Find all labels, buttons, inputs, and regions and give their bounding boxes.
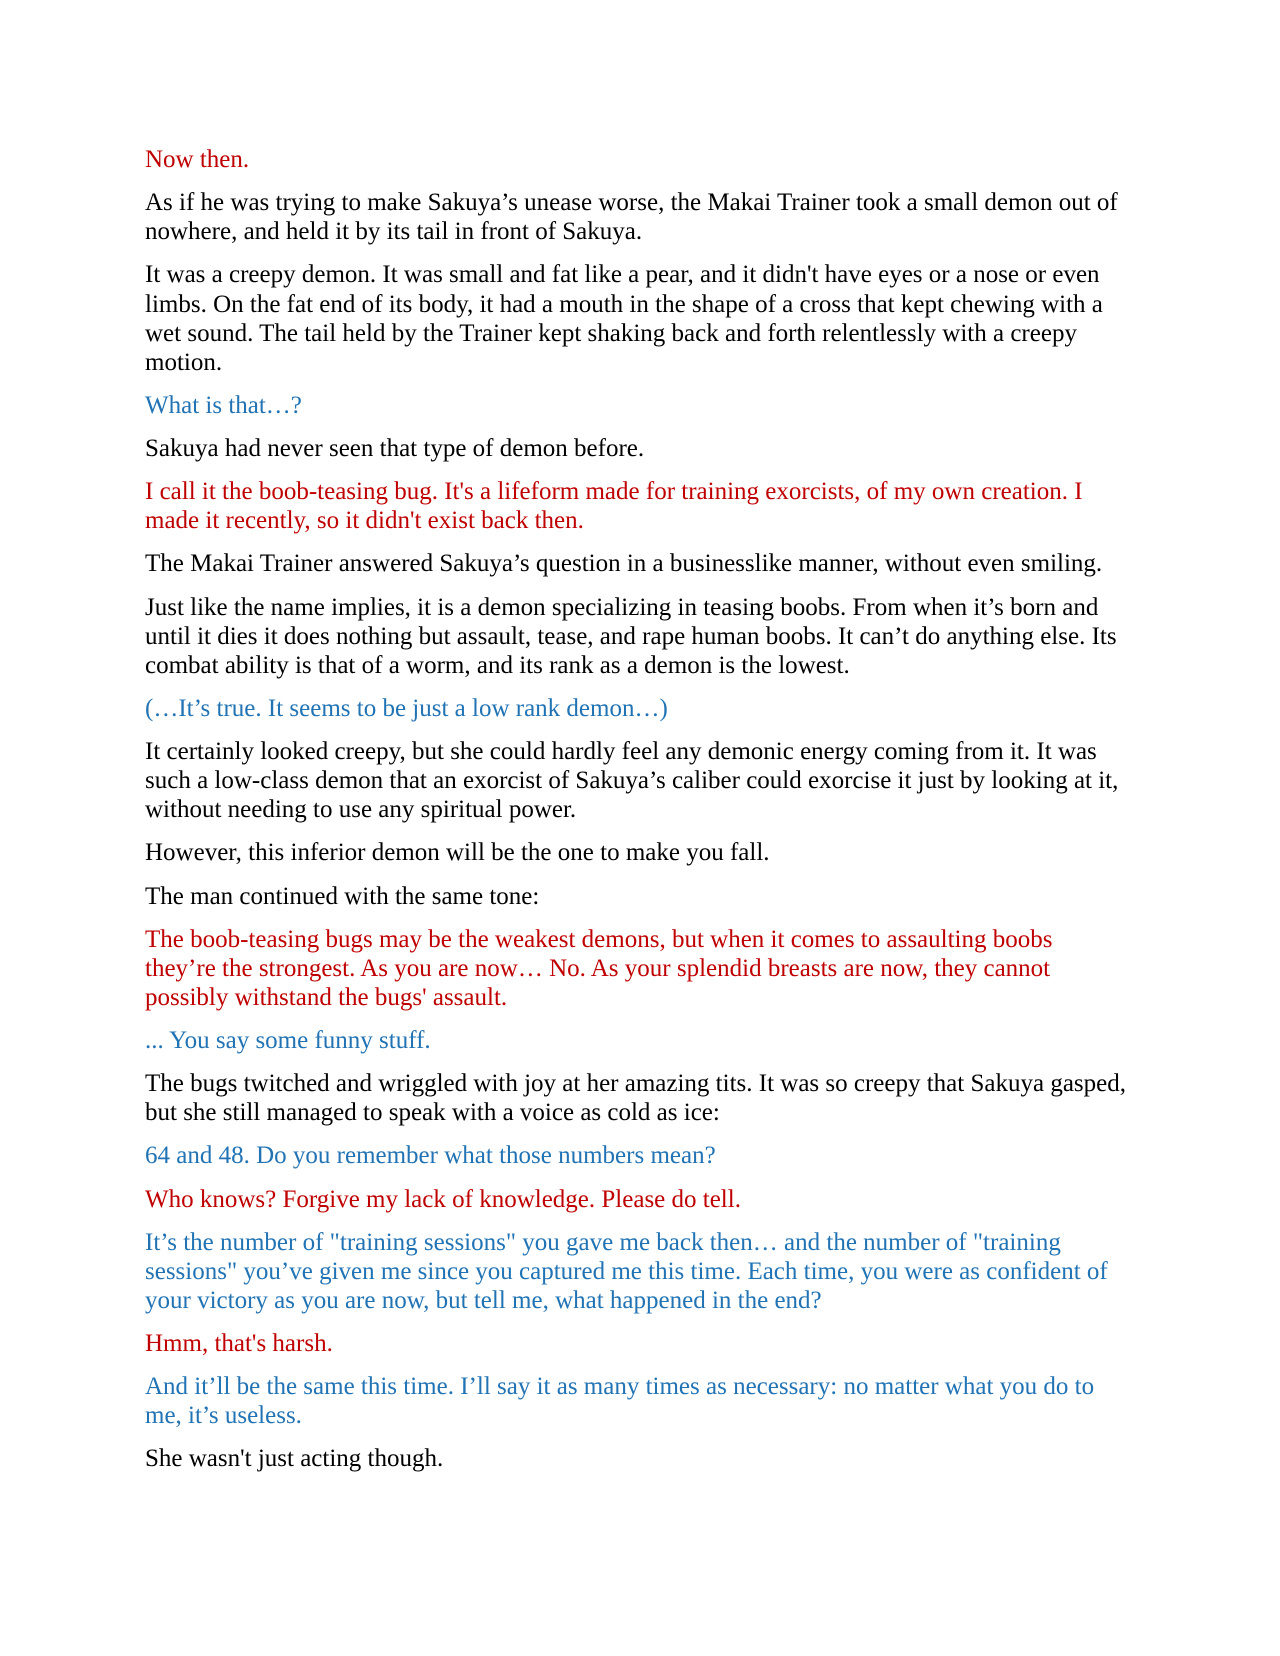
- paragraph: Who knows? Forgive my lack of knowledge. Please do tell.: [145, 1185, 741, 1213]
- paragraph: It certainly looked creepy, but she could hardly feel any demonic energy coming from it. It was such a low-class demon that an exorcist of Sakuya’s caliber could exorcise it just by looking at it, without needing to use any spiritual power.: [145, 738, 1119, 824]
- paragraph: Sakuya had never seen that type of demon before.: [145, 435, 645, 462]
- paragraph: Just like the name implies, it is a demon specializing in teasing boobs. From when it’s born and until it dies it does nothing but assault, tease, and rape human boobs. It can’t do anything else. Its combat ability is that of a worm, and its rank as a demon is the lowest.: [145, 593, 1117, 679]
- paragraph: It’s the number of "training sessions" you gave me back then… and the number of "training sessions" you’ve given me since you captured me this time. Each time, you were as confident of your victory as you are now, but tell me, what happened in the end?: [145, 1228, 1108, 1314]
- paragraph: The bugs twitched and wriggled with joy at her amazing tits. It was so creepy that Sakuya gasped, but she still managed to speak with a voice as cold as ice:: [145, 1070, 1126, 1127]
- paragraph: The boob-teasing bugs may be the weakest demons, but when it comes to assaulting boobs they’re the strongest. As you are now… No. As your splendid breasts are now, they cannot possibly withstand the bugs' assault.: [145, 925, 1053, 1011]
- paragraph: The man continued with the same tone:: [145, 882, 540, 910]
- paragraph: ... You say some funny stuff.: [145, 1027, 431, 1054]
- paragraph: What is that…?: [145, 391, 302, 419]
- paragraph: The Makai Trainer answered Sakuya’s question in a businesslike manner, without even smiling.: [145, 550, 1103, 578]
- paragraph: Now then.: [145, 146, 250, 173]
- paragraph: 64 and 48. Do you remember what those numbers mean?: [145, 1142, 716, 1170]
- paragraph: As if he was trying to make Sakuya’s unease worse, the Makai Trainer took a small demon out of nowhere, and held it by its tail in front of Sakuya.: [145, 189, 1118, 246]
- paragraph: Hmm, that's harsh.: [145, 1330, 333, 1357]
- paragraph: And it’ll be the same this time. I’ll say it as many times as necessary: no matter what you do to me, it’s useless.: [145, 1373, 1095, 1430]
- paragraph: It was a creepy demon. It was small and fat like a pear, and it didn't have eyes or a nose or even limbs. On the fat end of its body, it had a mouth in the shape of a cross that kept chewing with a wet sound. The tail held by the Trainer kept shaking back and forth relentlessly with a creepy motion.: [145, 261, 1103, 376]
- paragraph: However, this inferior demon will be the one to make you fall.: [145, 839, 770, 867]
- paragraph: She wasn't just acting though.: [145, 1445, 444, 1473]
- paragraph: I call it the boob-teasing bug. It's a lifeform made for training exorcists, of my own creation. I made it recently, so it didn't exist back then.: [145, 478, 1083, 535]
- paragraph: (…It’s true. It seems to be just a low rank demon…): [145, 694, 668, 722]
